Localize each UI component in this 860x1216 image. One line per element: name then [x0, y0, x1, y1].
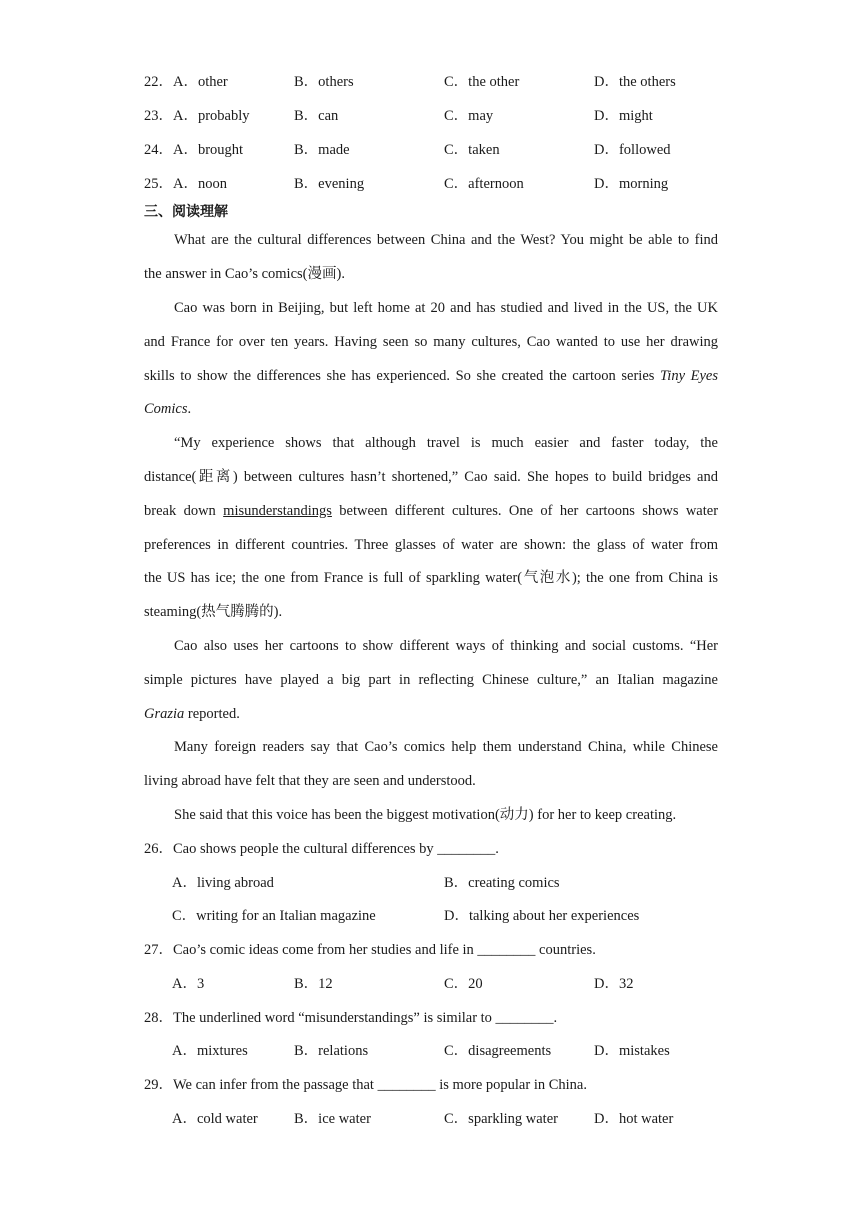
option-c: C．afternoon: [444, 176, 524, 192]
option-d: D．the others: [594, 74, 676, 90]
option-c: C．writing for an Italian magazine: [172, 908, 376, 924]
magazine-title: Grazia: [144, 706, 185, 722]
question-26-stem: 26．Cao shows people the cultural differences by ________.: [144, 841, 499, 857]
question-28-stem: 28．The underlined word “misunderstandings” is similar to ________.: [144, 1010, 558, 1026]
option-b: B．can: [294, 108, 339, 124]
question-26-options-row2: [144, 905, 718, 927]
passage-line: distance(距离) between cultures hasn’t shortened,” Cao said. She hopes to build bridges and: [144, 469, 718, 485]
option-a: 25．A．noon: [144, 176, 227, 192]
option-d: D．morning: [594, 176, 669, 192]
option-a: 24．A．brought: [144, 142, 244, 158]
option-a: 22．A．other: [144, 74, 228, 90]
option-d: D．hot water: [594, 1111, 674, 1127]
cloze-question-25: [144, 173, 718, 195]
passage-line: Cao was born in Beijing, but left home at 20 and has studied and lived in the US, the UK: [174, 300, 718, 316]
option-a: 23．A．probably: [144, 108, 250, 124]
question-27-stem: 27．Cao’s comic ideas come from her studies and life in ________ countries.: [144, 942, 596, 958]
option-c: C．20: [444, 976, 483, 992]
passage-line: break down misunderstandings between different cultures. One of her cartoons shows water: [144, 503, 719, 519]
cloze-question-24: [144, 139, 718, 161]
option-a: A．living abroad: [172, 875, 274, 891]
option-c: C．taken: [444, 142, 500, 158]
passage-line: living abroad have felt that they are seen and understood.: [144, 773, 476, 789]
option-a: A．cold water: [172, 1111, 258, 1127]
passage-line: steaming(热气腾腾的).: [144, 604, 283, 620]
question-28-options: [144, 1040, 718, 1062]
option-b: B．evening: [294, 176, 365, 192]
option-a: A．3: [172, 976, 205, 992]
option-c: C．disagreements: [444, 1043, 552, 1059]
option-b: B．12: [294, 976, 333, 992]
option-d: D．talking about her experiences: [444, 908, 640, 924]
series-title: Comics: [144, 401, 188, 417]
option-b: B．others: [294, 74, 354, 90]
passage-line: Comics.: [144, 401, 192, 417]
passage-line: preferences in different countries. Three glasses of water are shown: the glass of water from: [144, 537, 718, 553]
question-29-options: [144, 1108, 718, 1130]
section-heading: 三、阅读理解: [144, 204, 228, 220]
passage-line: Grazia reported.: [144, 706, 240, 722]
question-29-stem: 29．We can infer from the passage that ________ is more popular in China.: [144, 1077, 587, 1093]
underlined-word: misunderstandings: [223, 503, 332, 519]
passage-line: skills to show the differences she has experienced. So she created the cartoon series Tiny Eyes: [144, 368, 718, 384]
option-d: D．mistakes: [594, 1043, 670, 1059]
option-d: D．32: [594, 976, 634, 992]
option-a: A．mixtures: [172, 1043, 248, 1059]
passage-line: “My experience shows that although travel is much easier and faster today, the: [174, 435, 718, 451]
passage-line: Many foreign readers say that Cao’s comics help them understand China, while Chinese: [174, 739, 718, 755]
cloze-question-22: [144, 71, 718, 93]
passage-line: the US has ice; the one from France is full of sparkling water(气泡水); the one from China is: [144, 570, 718, 586]
passage-line: the answer in Cao’s comics(漫画).: [144, 266, 345, 282]
passage-line: and France for over ten years. Having seen so many cultures, Cao wanted to use her drawing: [144, 334, 718, 350]
option-d: D．might: [594, 108, 653, 124]
option-b: B．ice water: [294, 1111, 371, 1127]
option-c: C．may: [444, 108, 494, 124]
option-d: D．followed: [594, 142, 671, 158]
option-b: B．relations: [294, 1043, 369, 1059]
passage-line: What are the cultural differences between China and the West? You might be able to find: [174, 232, 718, 248]
question-26-options-row1: [144, 872, 718, 894]
passage-line: Cao also uses her cartoons to show different ways of thinking and social customs. “Her: [174, 638, 718, 654]
passage-line: She said that this voice has been the biggest motivation(动力) for her to keep creating.: [174, 807, 677, 823]
option-b: B．creating comics: [444, 875, 560, 891]
option-c: C．sparkling water: [444, 1111, 558, 1127]
passage-line: simple pictures have played a big part in reflecting Chinese culture,” an Italian magazine: [144, 672, 718, 688]
question-27-options: [144, 973, 718, 995]
option-b: B．made: [294, 142, 350, 158]
option-c: C．the other: [444, 74, 520, 90]
series-title: Tiny Eyes: [660, 368, 718, 384]
cloze-question-23: [144, 105, 718, 127]
